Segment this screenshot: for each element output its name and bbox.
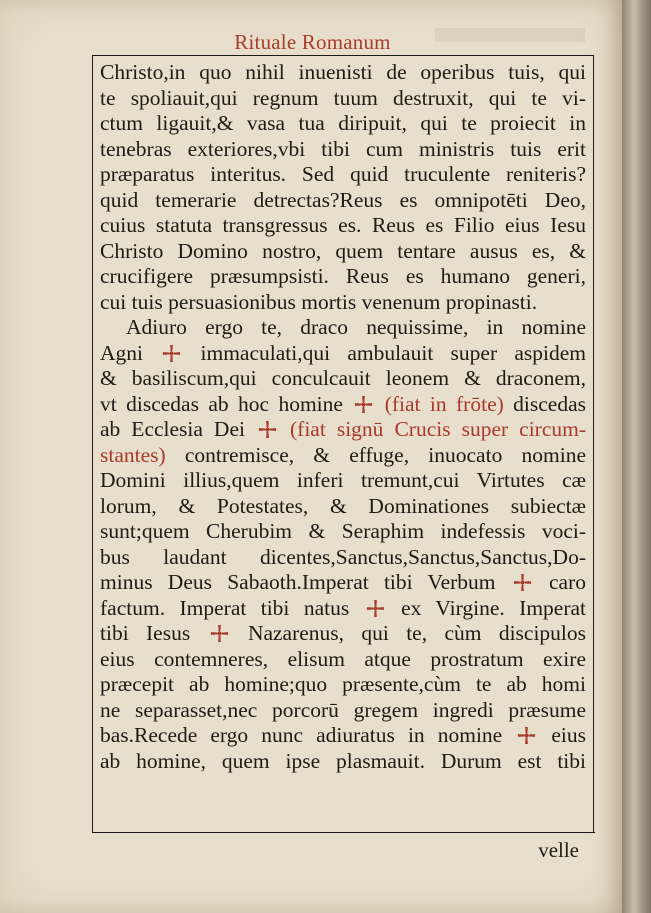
text-line bbox=[100, 290, 586, 316]
line-text: eius contemneres, elisum atque prostratum exire bbox=[100, 646, 586, 671]
line-text: ne separasset,nec porcorū gregem ingredi præsume bbox=[100, 697, 586, 722]
line-text: & basiliscum,qui conculcauit leonem & draconem, bbox=[100, 366, 586, 390]
cross-icon bbox=[366, 599, 385, 618]
text-line bbox=[100, 494, 586, 520]
line-text: eius bbox=[551, 723, 586, 747]
text-line bbox=[100, 749, 586, 775]
line-text: ex Virgine. Imperat bbox=[401, 595, 587, 620]
text-line bbox=[100, 137, 586, 163]
text-line bbox=[100, 86, 586, 112]
text-line bbox=[100, 519, 586, 545]
line-text: te spoliauit,qui regnum tuum destruxit, qui te vi- bbox=[100, 85, 586, 110]
text-line bbox=[100, 239, 586, 265]
line-text: Adiuro ergo te, draco nequissime, in nomine bbox=[126, 315, 586, 339]
text-line bbox=[100, 647, 586, 673]
cross-icon bbox=[210, 624, 229, 643]
line-text: minus Deus Sabaoth.Imperat tibi Verbum bbox=[100, 570, 496, 594]
line-text: caro bbox=[549, 570, 586, 594]
line-text: bus laudant dicentes,Sanctus,Sanctus,Sanctus,Do- bbox=[100, 544, 586, 569]
text-line bbox=[100, 60, 586, 86]
line-text: Nazarenus, qui te, cùm discipulos bbox=[247, 621, 587, 645]
text-line bbox=[100, 596, 586, 622]
line-text: præparatus interitus. Sed quid truculente reniteris? bbox=[100, 162, 586, 186]
text-line bbox=[100, 366, 586, 392]
text-line bbox=[100, 672, 586, 698]
text-line bbox=[100, 417, 586, 443]
text-line bbox=[100, 723, 586, 749]
line-text: Domini illius,quem inferi tremunt,cui Virtutes cæ bbox=[100, 468, 586, 492]
line-text: immaculati,qui ambulauit super aspidem bbox=[200, 340, 587, 365]
rubric-text: (fiat signū Crucis super circum- bbox=[290, 417, 587, 441]
text-line bbox=[100, 162, 586, 188]
text-line bbox=[100, 621, 586, 647]
line-text: ab homine, quem ipse plasmauit. Durum est tibi bbox=[100, 748, 586, 773]
text-line bbox=[100, 213, 586, 239]
body-text bbox=[100, 60, 586, 774]
text-line bbox=[100, 392, 586, 418]
line-text: cui tuis persuasionibus mortis venenum propinasti. bbox=[100, 289, 538, 314]
text-line bbox=[100, 545, 586, 571]
text-line bbox=[100, 188, 586, 214]
cross-icon bbox=[162, 344, 181, 363]
line-text: contremisce, & effuge, inuocato nomine bbox=[184, 442, 586, 467]
line-text: vt discedas ab hoc homine bbox=[100, 391, 343, 416]
line-text: bas.Recede ergo nunc adiuratus in nomine bbox=[100, 723, 503, 747]
running-header: Rituale Romanum bbox=[234, 30, 391, 54]
line-text: præcepit ab homine;quo præsente,cùm te ab homi bbox=[100, 672, 586, 696]
line-text: Agni bbox=[100, 340, 143, 365]
line-text: ctum ligauit,& vasa tua diripuit, qui te proiecit in bbox=[100, 111, 586, 135]
bottom-rule bbox=[92, 832, 595, 833]
cross-icon bbox=[513, 573, 532, 592]
text-line bbox=[100, 443, 586, 469]
line-text: crucifigere præsumpsisti. Reus es humano generi, bbox=[100, 264, 586, 288]
line-text: Christo Domino nostro, quem tentare ausus es, & bbox=[100, 238, 586, 263]
cross-icon bbox=[517, 726, 536, 745]
line-text: lorum, & Potestates, & Dominationes subiectæ bbox=[100, 493, 586, 518]
line-text: ab Ecclesia Dei bbox=[100, 417, 245, 441]
line-text: tenebras exteriores,vbi tibi cum ministris tuis erit bbox=[100, 136, 586, 161]
line-text: factum. Imperat tibi natus bbox=[100, 595, 350, 620]
text-line bbox=[100, 315, 586, 341]
line-text: cuius statuta transgressus es. Reus es Filio eius Iesu bbox=[100, 213, 586, 237]
cross-icon bbox=[258, 420, 277, 439]
catchword: velle bbox=[538, 838, 579, 862]
text-line bbox=[100, 341, 586, 367]
text-line bbox=[100, 698, 586, 724]
line-text: Christo,in quo nihil inuenisti de operibus tuis, qui bbox=[100, 60, 586, 84]
rubric-text: (fiat in frōte) bbox=[384, 391, 504, 416]
book-gutter bbox=[622, 0, 651, 913]
text-line bbox=[100, 264, 586, 290]
text-line bbox=[100, 570, 586, 596]
cross-icon bbox=[354, 395, 373, 414]
line-text: tibi Iesus bbox=[100, 621, 191, 645]
text-line bbox=[100, 111, 586, 137]
line-text: discedas bbox=[513, 391, 587, 416]
text-line bbox=[100, 468, 586, 494]
line-text: sunt;quem Cherubim & Seraphim indefessis voci- bbox=[100, 519, 586, 543]
rubric-text: stantes) bbox=[100, 442, 166, 467]
line-text: quid temerarie detrectas?Reus es omnipotēti Deo, bbox=[100, 187, 586, 212]
